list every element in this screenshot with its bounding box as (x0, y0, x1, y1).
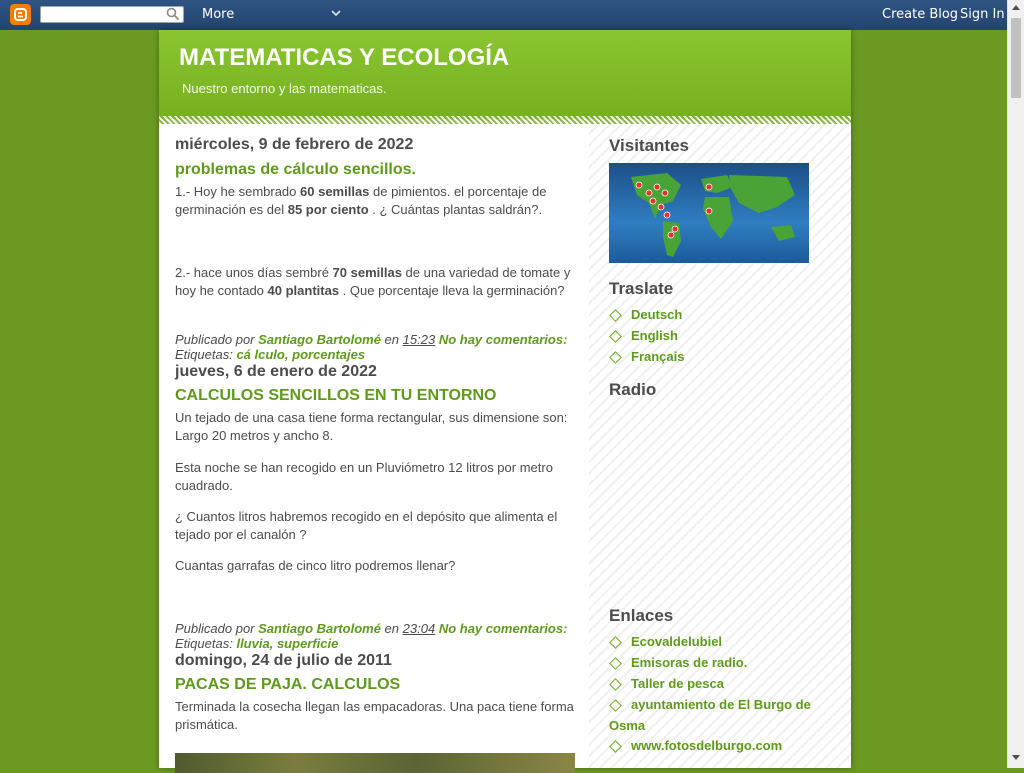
sidebar-link[interactable]: ayuntamiento de El Burgo de Osma (609, 697, 811, 733)
post-title[interactable]: CALCULOS SENCILLOS EN TU ENTORNO (175, 387, 497, 404)
post-date: miércoles, 9 de febrero de 2022 (175, 136, 414, 153)
blogger-logo-icon[interactable] (10, 4, 31, 25)
blogger-navbar (0, 0, 1024, 30)
post-image (175, 753, 575, 773)
more-menu[interactable]: More (202, 7, 235, 22)
sidebar-link[interactable]: Taller de pesca (609, 673, 829, 694)
diamond-bullet-icon (609, 657, 622, 670)
search-icon[interactable] (166, 7, 180, 21)
diamond-bullet-icon (609, 330, 622, 343)
scroll-down-arrow-icon[interactable] (1012, 755, 1020, 760)
scrollbar-thumb[interactable] (1011, 18, 1021, 98)
post-paragraph: Un tejado de una casa tiene forma rectangular, sus dimensione son: Largo 20 metros y ancho 8. (175, 410, 568, 443)
post-paragraph: Terminada la cosecha llegan las empacadoras. Una paca tiene forma prismática. (175, 699, 574, 732)
radio-heading: Radio (609, 380, 657, 399)
diamond-bullet-icon (609, 309, 622, 322)
diamond-bullet-icon (609, 678, 622, 691)
visitor-map-widget[interactable] (609, 163, 809, 263)
label-link[interactable]: lluvia (236, 636, 270, 651)
author-link[interactable]: Santiago Bartolomé (258, 621, 381, 636)
chevron-down-icon[interactable] (330, 8, 342, 18)
header-divider (159, 116, 851, 124)
post-timestamp-link[interactable]: 23:04 (402, 621, 436, 636)
post-timestamp-link[interactable]: 15:23 (402, 332, 436, 347)
post-paragraph: Esta noche se han recogido en un Pluviómetro 12 litros por metro cuadrado. (175, 460, 553, 493)
label-link[interactable]: porcentajes (292, 347, 366, 362)
diamond-bullet-icon (609, 699, 622, 712)
author-link[interactable]: Santiago Bartolomé (258, 332, 381, 347)
post-title[interactable]: PACAS DE PAJA. CALCULOS (175, 676, 401, 693)
post-paragraph: 1.- Hoy he sembrado 60 semillas de pimientos. el porcentaje de germinación es del 85 por ciento . ¿ Cuántas plantas saldrán?. (175, 184, 547, 217)
sidebar (589, 124, 851, 768)
sidebar-link[interactable]: www.fotosdelburgo.com (609, 735, 829, 756)
visitors-heading: Visitantes (609, 136, 690, 155)
blog-description: Nuestro entorno y las matematicas. (182, 81, 387, 96)
post-date: jueves, 6 de enero de 2022 (175, 363, 377, 380)
comments-link[interactable]: No hay comentarios: (438, 332, 568, 347)
blog-header (159, 30, 851, 119)
post-paragraph: Cuantas garrafas de cinco litro podremos llenar? (175, 558, 456, 573)
post-date: domingo, 24 de julio de 2011 (175, 652, 392, 669)
diamond-bullet-icon (609, 351, 622, 364)
label-link[interactable]: cá lculo (236, 347, 285, 362)
vertical-scrollbar[interactable] (1007, 0, 1024, 768)
search-input[interactable] (40, 6, 184, 23)
create-blog-link[interactable]: Create Blog (882, 7, 959, 22)
translate-heading: Traslate (609, 279, 674, 298)
post-footer: Publicado por Santiago Bartolomé en 23:04 No hay comentarios: Etiquetas: lluvia, superficie (175, 621, 568, 651)
translate-link-francais[interactable]: Français (609, 346, 829, 367)
scroll-up-arrow-icon[interactable] (1012, 5, 1020, 10)
post-paragraph: 2.- hace unos días sembré 70 semillas de una variedad de tomate y hoy he contado 40 plantitas . Que porcentaje lleva la germinación? (175, 265, 571, 298)
links-heading: Enlaces (609, 606, 674, 625)
post-footer: Publicado por Santiago Bartolomé en 15:23 No hay comentarios: Etiquetas: cá lculo, porcentajes (175, 332, 568, 362)
translate-link-english[interactable]: English (609, 325, 829, 346)
blog-title[interactable]: MATEMATICAS Y ECOLOGÍA (179, 44, 510, 71)
sign-in-link[interactable]: Sign In (960, 7, 1005, 22)
translate-link-deutsch[interactable]: Deutsch (609, 304, 829, 325)
post-title[interactable]: problemas de cálculo sencillos. (175, 161, 416, 178)
diamond-bullet-icon (609, 636, 622, 649)
sidebar-link[interactable]: Emisoras de radio. (609, 652, 829, 673)
post-paragraph: ¿ Cuantos litros habremos recogido en el depósito que alimenta el tejado por el canalón ? (175, 509, 558, 542)
blog-outer-wrapper (159, 30, 851, 768)
diamond-bullet-icon (609, 740, 622, 753)
label-link[interactable]: superficie (276, 636, 339, 651)
comments-link[interactable]: No hay comentarios: (438, 621, 568, 636)
world-map-icon (609, 163, 809, 263)
sidebar-link[interactable]: Ecovaldelubiel (609, 631, 829, 652)
